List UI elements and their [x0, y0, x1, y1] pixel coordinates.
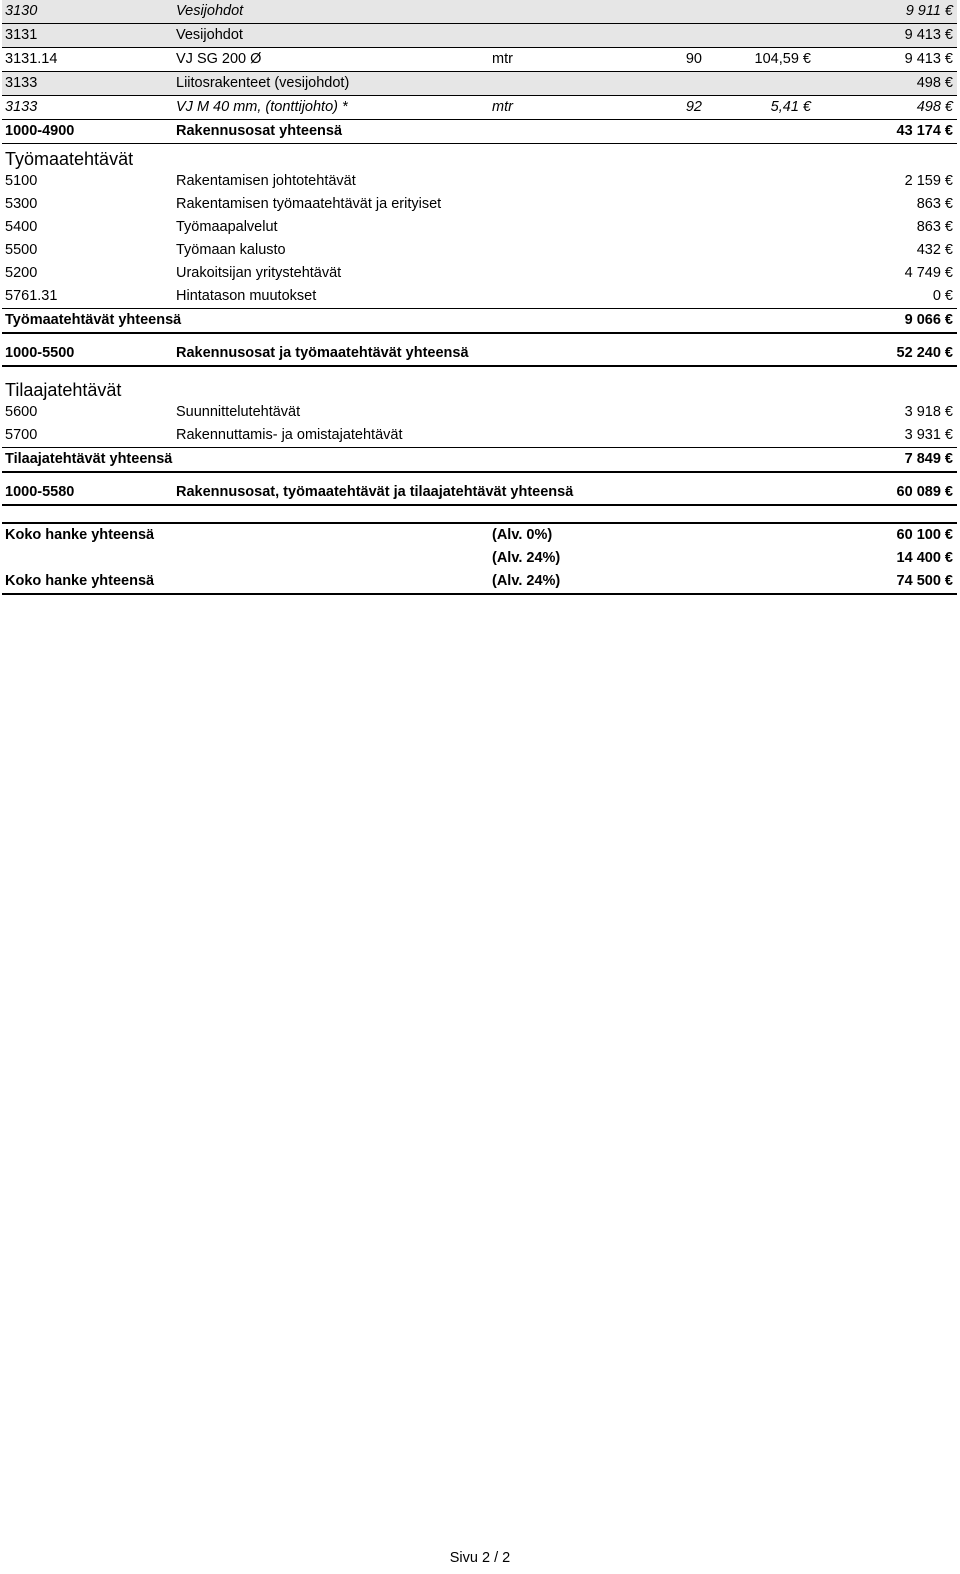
table-row — [2, 401, 957, 424]
row-total: 498 € — [916, 99, 953, 115]
tyomaatehtavat-sum-row — [2, 308, 957, 334]
row-code: 3131.14 — [5, 51, 58, 67]
row-description: VJ M 40 mm, (tonttijohto) * — [176, 99, 348, 115]
table-row — [2, 0, 957, 24]
row-code: 1000-4900 — [5, 123, 75, 139]
section-heading-tilaajatehtavat: Tilaajatehtävät — [5, 380, 122, 400]
subtotal-row-1000-5580 — [2, 481, 957, 506]
row-total: 0 € — [932, 288, 953, 304]
row-code: 3133 — [5, 75, 38, 91]
row-description: Työmaapalvelut — [176, 219, 278, 235]
grand-total: 74 500 € — [896, 573, 953, 589]
row-description: Rakennusosat ja työmaatehtävät yhteensä — [176, 345, 469, 361]
row-total: 863 € — [916, 219, 953, 235]
row-code: 5400 — [5, 219, 38, 235]
grand-label: Koko hanke yhteensä — [5, 527, 155, 543]
grand-total-row — [2, 524, 957, 547]
row-code: 3133 — [5, 99, 38, 115]
row-description: Vesijohdot — [176, 27, 243, 43]
row-total: 9 413 € — [904, 51, 953, 67]
page-number: Sivu 2 / 2 — [449, 1550, 511, 1566]
row-total: 863 € — [916, 196, 953, 212]
tilaajatehtavat-sum-row — [2, 447, 957, 473]
table-row — [2, 424, 957, 447]
row-code: 3130 — [5, 3, 38, 19]
row-unit-price: 104,59 € — [754, 51, 811, 67]
row-quantity: 90 — [685, 51, 702, 67]
rakennusosat-sum-row — [2, 120, 957, 144]
row-description: Vesijohdot — [176, 3, 244, 19]
row-description: Rakennusosat yhteensä — [176, 123, 343, 139]
row-total: 9 413 € — [904, 27, 953, 43]
table-row — [2, 170, 957, 193]
section-heading-tyomaatehtavat: Työmaatehtävät — [5, 149, 134, 169]
row-code: 5700 — [5, 427, 38, 443]
vat-label: (Alv. 0%) — [492, 527, 553, 543]
row-description: Urakoitsijan yritystehtävät — [176, 265, 342, 281]
vat-label: (Alv. 24%) — [492, 550, 561, 566]
row-unit: mtr — [492, 51, 513, 67]
grand-label: Koko hanke yhteensä — [5, 573, 155, 589]
row-code: 5761.31 — [5, 288, 58, 304]
row-description: Rakennuttamis- ja omistajatehtävät — [176, 427, 403, 443]
grand-total: 60 100 € — [896, 527, 953, 543]
row-description: Rakennusosat, työmaatehtävät ja tilaajatehtävät yhteensä — [176, 484, 574, 500]
table-row — [2, 72, 957, 96]
sum-label: Työmaatehtävät yhteensä — [5, 312, 182, 328]
table-row — [2, 193, 957, 216]
table-row — [2, 239, 957, 262]
vat-amount: 14 400 € — [896, 550, 953, 566]
row-description: Liitosrakenteet (vesijohdot) — [176, 75, 350, 91]
row-code: 3131 — [5, 27, 38, 43]
row-description: Rakentamisen työmaatehtävät ja erityiset — [176, 196, 442, 212]
row-description: Työmaan kalusto — [176, 242, 286, 258]
row-total: 4 749 € — [904, 265, 953, 281]
row-total: 498 € — [916, 75, 953, 91]
row-total: 3 931 € — [904, 427, 953, 443]
grand-total-block — [2, 522, 957, 595]
row-total: 43 174 € — [896, 123, 953, 139]
row-unit: mtr — [492, 99, 513, 115]
row-total: 52 240 € — [896, 345, 953, 361]
cost-estimate-document — [2, 0, 957, 595]
row-description: Rakentamisen johtotehtävät — [176, 173, 356, 189]
row-total: 432 € — [916, 242, 953, 258]
row-code: 5100 — [5, 173, 38, 189]
row-total: 3 918 € — [904, 404, 953, 420]
row-code: 1000-5500 — [5, 345, 75, 361]
row-description: VJ SG 200 Ø — [176, 51, 262, 67]
row-code: 5300 — [5, 196, 38, 212]
row-total: 9 911 € — [905, 3, 953, 19]
row-code: 5200 — [5, 265, 38, 281]
row-code: 5600 — [5, 404, 38, 420]
row-code: 5500 — [5, 242, 38, 258]
row-description: Hintatason muutokset — [176, 288, 317, 304]
grand-total-incl-vat-row — [2, 570, 957, 595]
sum-label: Tilaajatehtävät yhteensä — [5, 451, 173, 467]
table-row — [2, 96, 957, 120]
row-code: 1000-5580 — [5, 484, 75, 500]
table-row — [2, 262, 957, 285]
row-total: 2 159 € — [904, 173, 953, 189]
subtotal-row-1000-5500 — [2, 342, 957, 367]
vat-row — [2, 547, 957, 570]
row-description: Suunnittelutehtävät — [176, 404, 301, 420]
sum-total: 7 849 € — [904, 451, 953, 467]
row-unit-price: 5,41 € — [770, 99, 811, 115]
sum-total: 9 066 € — [904, 312, 953, 328]
row-total: 60 089 € — [896, 484, 953, 500]
table-row — [2, 216, 957, 239]
row-quantity: 92 — [685, 99, 702, 115]
table-row — [2, 285, 957, 308]
vat-label: (Alv. 24%) — [492, 573, 561, 589]
table-row — [2, 24, 957, 48]
table-row — [2, 48, 957, 72]
